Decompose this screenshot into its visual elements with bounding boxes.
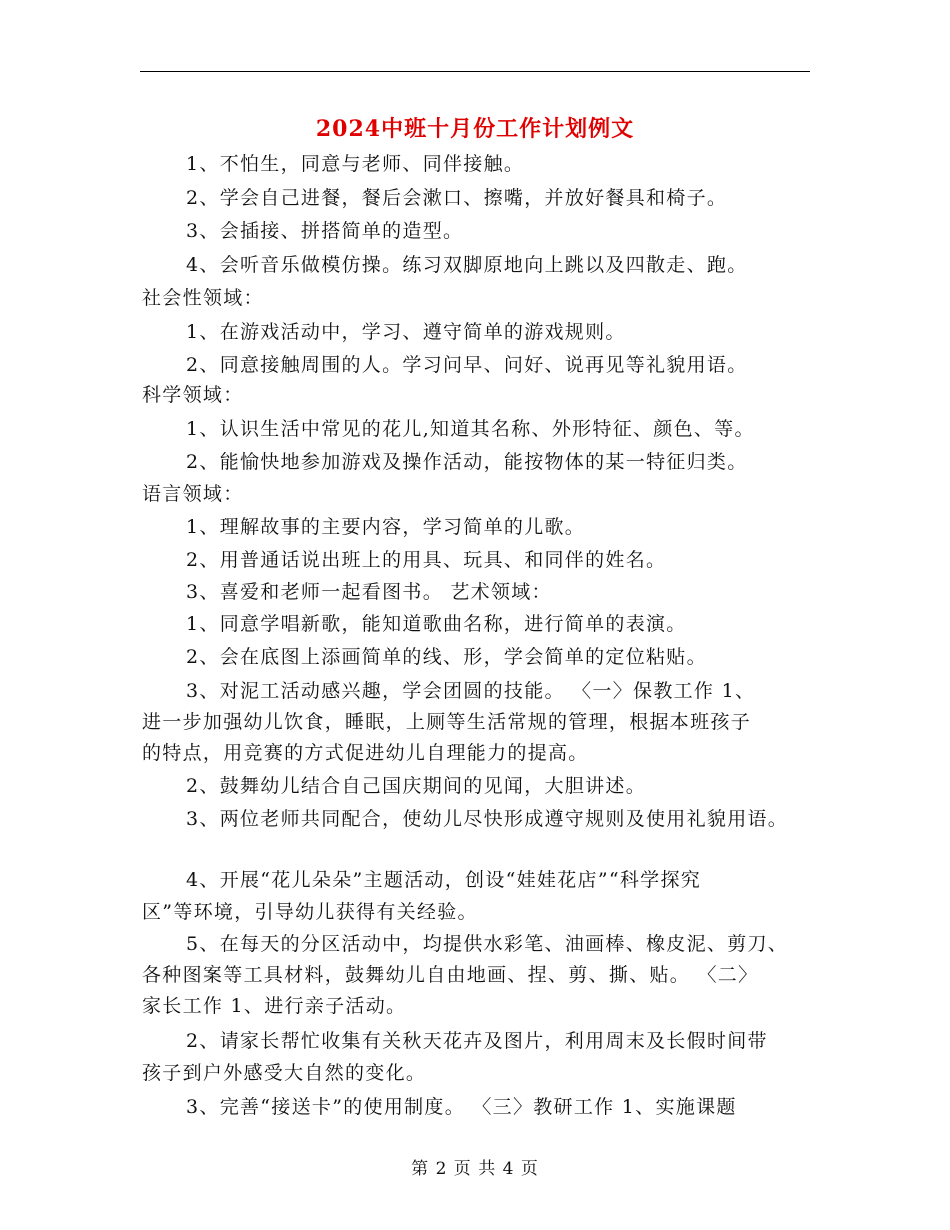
text-line: 2、能愉快地参加游戏及操作活动，能按物体的某一特征归类。 xyxy=(186,451,748,473)
text-line: 1、同意学唱新歌，能知道歌曲名称，进行简单的表演。 xyxy=(186,613,687,635)
text-line: 1、理解故事的主要内容，学习简单的儿歌。 xyxy=(186,516,586,538)
section-heading: 科学领域： xyxy=(142,384,244,406)
text-line: 2、用普通话说出班上的用具、玩具、和同伴的姓名。 xyxy=(186,549,667,571)
text-line: 孩子到户外感受大自然的变化。 xyxy=(142,1062,427,1084)
text-line: 2、会在底图上添画简单的线、形，学会简单的定位粘贴。 xyxy=(186,646,707,668)
text-line: 进一步加强幼儿饮食，睡眠，上厕等生活常规的管理，根据本班孩子 xyxy=(142,711,752,733)
text-line: 5、在每天的分区活动中，均提供水彩笔、油画棒、橡皮泥、剪刀、 xyxy=(186,933,789,955)
text-line: 的特点，用竞赛的方式促进幼儿自理能力的提高。 xyxy=(142,742,589,764)
text-line: 区”等环境，引导幼儿获得有关经验。 xyxy=(142,901,478,923)
text-line: 3、会插接、拼搭简单的造型。 xyxy=(186,220,464,242)
text-line: 2、学会自己进餐，餐后会漱口、擦嘴，并放好餐具和椅子。 xyxy=(186,187,728,209)
page-footer: 第 2 页 共 4 页 xyxy=(411,1159,539,1179)
document-title: 2024中班十月份工作计划例文 xyxy=(315,116,635,142)
text-line: 家长工作 1、进行亲子活动。 xyxy=(142,995,407,1017)
text-line: 4、会听音乐做模仿操。练习双脚原地向上跳以及四散走、跑。 xyxy=(186,254,748,276)
text-line: 3、喜爱和老师一起看图书。 艺术领域： xyxy=(186,581,552,603)
text-line: 2、同意接触周围的人。学习问早、问好、说再见等礼貌用语。 xyxy=(186,354,748,376)
section-heading: 语言领域： xyxy=(142,483,244,505)
header-rule xyxy=(140,71,810,72)
text-line: 2、请家长帮忙收集有关秋天花卉及图片，利用周末及长假时间带 xyxy=(186,1030,768,1052)
text-line: 3、两位老师共同配合，使幼儿尽快形成遵守规则及使用礼貌用语。 xyxy=(186,808,789,830)
text-line: 1、在游戏活动中，学习、遵守简单的游戏规则。 xyxy=(186,321,626,343)
text-line: 3、对泥工活动感兴趣，学会团圆的技能。 〈一〉保教工作 1、 xyxy=(186,680,756,702)
text-line: 各种图案等工具材料，鼓舞幼儿自由地画、捏、剪、撕、贴。 〈二〉 xyxy=(142,964,759,986)
text-line: 1、不怕生，同意与老师、同伴接触。 xyxy=(186,153,525,175)
section-heading: 社会性领域： xyxy=(142,287,264,309)
text-line: 1、认识生活中常见的花儿,知道其名称、外形特征、颜色、等。 xyxy=(186,418,755,440)
text-line: 3、完善“接送卡”的使用制度。 〈三〉教研工作 1、实施课题 xyxy=(186,1096,737,1118)
text-line: 2、鼓舞幼儿结合自己国庆期间的见闻，大胆讲述。 xyxy=(186,775,646,797)
text-line: 4、开展“花儿朵朵”主题活动，创设“娃娃花店”“科学探究 xyxy=(186,869,702,891)
